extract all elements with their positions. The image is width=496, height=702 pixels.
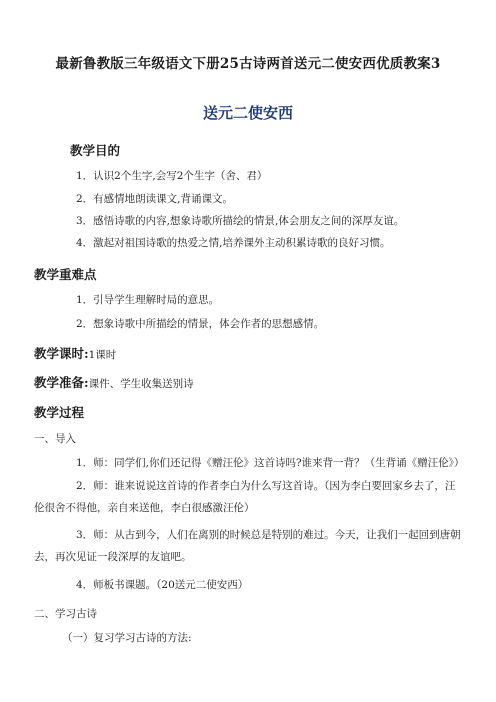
intro-item: 2．师：谁来说说这首诗的作者李白为什么写这首诗。（因为李白要回家乡去了，汪伦很舍不得他，亲自来送他，李白很感激汪伦） (34, 480, 456, 514)
study-heading: 二、学习古诗 (34, 608, 97, 620)
key-points-heading: 教学重难点 (34, 267, 97, 282)
intro-item: 4．师板书课题。（20送元二使安西） (76, 579, 249, 591)
key-point-item: 2．想象诗歌中所描绘的情景，体会作者的思想感情。 (76, 318, 325, 330)
teaching-hours-label: 教学课时: (34, 346, 89, 361)
intro-heading: 一、导入 (34, 433, 76, 445)
goal-item: 1．认识2个生字,会写2个生字（舍、君） (76, 170, 268, 182)
teaching-prep-label: 教学准备: (34, 375, 89, 390)
teaching-prep-value: 课件、学生收集送别诗 (88, 378, 194, 390)
document-title: 最新鲁教版三年级语文下册25古诗两首送元二使安西优质教案3 (55, 56, 441, 72)
teaching-hours-value: 1课时 (88, 349, 117, 361)
goal-item: 2．有感情地朗读课文,背诵课文。 (76, 193, 234, 205)
intro-item: 1．师：同学们,你们还记得《赠汪伦》这首诗吗?谁来背一背？（生背诵《赠汪伦》） (76, 457, 465, 469)
process-heading: 教学过程 (34, 405, 85, 420)
goal-item: 4．激起对祖国诗歌的热爱之情,培养课外主动积累诗歌的良好习惯。 (76, 237, 391, 249)
goals-heading: 教学目的 (70, 143, 121, 158)
study-subheading: （一）复习学习古诗的方法: (62, 632, 192, 644)
teaching-hours (34, 344, 116, 362)
key-point-item: 1．引导学生理解时局的意思。 (76, 294, 220, 306)
poem-title: 送元二使安西 (202, 104, 293, 122)
goal-item: 3．感悟诗歌的内容,想象诗歌所描绘的情景,体会朋友之间的深厚友谊。 (76, 215, 405, 227)
intro-item: 3．师：从古到今，人们在离别的时候总是特别的难过。今天，让我们一起回到唐朝去，再次见证一段深厚的友谊吧。 (34, 529, 461, 563)
teaching-prep (34, 373, 194, 391)
